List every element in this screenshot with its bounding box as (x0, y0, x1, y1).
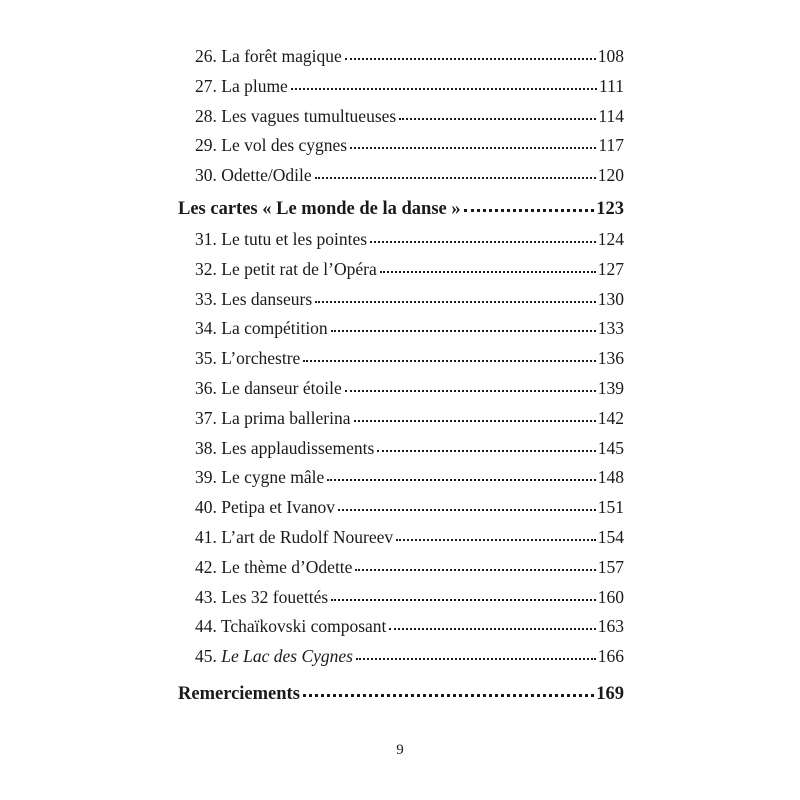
dot-leader (380, 269, 596, 273)
toc-section-page: 169 (596, 683, 624, 704)
dot-leader (354, 418, 596, 422)
toc-entry (178, 131, 624, 161)
dot-leader (291, 86, 597, 90)
toc-entry-label: 37. La prima ballerina (195, 407, 351, 428)
toc-entry-page: 130 (597, 288, 624, 309)
dot-leader (377, 448, 595, 452)
dot-leader (370, 239, 596, 243)
dot-leader (331, 597, 596, 601)
dot-leader (355, 567, 595, 571)
toc-entry-page: 142 (597, 407, 624, 428)
toc-entry-page: 145 (597, 437, 624, 458)
dot-leader (338, 507, 596, 511)
toc-entry-label: 43. Les 32 fouettés (195, 586, 329, 607)
dot-leader (303, 691, 594, 697)
toc-entry-page: 166 (597, 646, 624, 667)
toc-entry-number: 45. (195, 646, 217, 667)
toc-entry-label: 28. Les vagues tumultueuses (195, 105, 397, 126)
toc-entry-page: 120 (597, 165, 624, 186)
toc-entry-label: 26. La forêt magique (195, 46, 342, 66)
toc-entry-label: 44. Tchaïkovski composant (195, 616, 387, 637)
toc-entry (178, 344, 624, 374)
table-of-contents (178, 42, 624, 710)
toc-entry (178, 314, 624, 344)
toc-entry-page: 114 (598, 105, 624, 126)
toc-section-label: Les cartes « Le monde de la danse » (178, 198, 461, 219)
toc-entry-label: 27. La plume (195, 75, 288, 96)
toc-entry-label (195, 642, 353, 672)
page-number: 9 (396, 742, 404, 758)
toc-entry-italic-title: Le Lac des Cygnes (221, 646, 353, 667)
toc-section-heading (178, 193, 624, 225)
toc-entry-page: 124 (597, 228, 624, 249)
toc-entry (178, 493, 624, 523)
toc-entry (178, 642, 624, 672)
toc-entry (178, 523, 624, 553)
toc-section-page: 123 (596, 198, 624, 219)
dot-leader (303, 358, 595, 362)
toc-entry (178, 255, 624, 285)
dot-leader (356, 656, 596, 660)
dot-leader (315, 175, 596, 179)
toc-entry (178, 463, 624, 493)
toc-entry (178, 161, 624, 191)
toc-entry-page: 160 (597, 586, 624, 607)
toc-entry-label: 30. Odette/Odile (195, 165, 312, 186)
toc-entry-label: 34. La compétition (195, 318, 328, 339)
toc-entry-page: 154 (597, 526, 624, 547)
toc-entry-label: 36. Le danseur étoile (195, 377, 342, 398)
dot-leader (331, 328, 596, 332)
toc-entry (178, 72, 624, 102)
dot-leader (464, 206, 595, 212)
toc-entry-label: 38. Les applaudissements (195, 437, 375, 458)
toc-entry-label: 31. Le tutu et les pointes (195, 228, 368, 249)
toc-entry (178, 583, 624, 613)
toc-entry (178, 612, 624, 642)
toc-section-heading (178, 678, 624, 710)
toc-entry-page: 148 (597, 467, 624, 488)
toc-entry-label: 33. Les danseurs (195, 288, 313, 309)
toc-entry-label: 39. Le cygne mâle (195, 467, 325, 488)
dot-leader (345, 56, 596, 60)
toc-entry (178, 42, 624, 72)
dot-leader (396, 537, 596, 541)
toc-entry-page: 111 (599, 75, 624, 96)
toc-group-b (178, 225, 624, 672)
toc-entry-page: 117 (598, 135, 624, 156)
toc-entry (178, 553, 624, 583)
toc-entry-page: 157 (597, 556, 624, 577)
toc-entry-label: 32. Le petit rat de l’Opéra (195, 258, 377, 279)
toc-entry-page: 133 (597, 318, 624, 339)
dot-leader (315, 299, 596, 303)
dot-leader (327, 477, 595, 481)
toc-entry-page: 127 (597, 258, 624, 279)
toc-entry (178, 225, 624, 255)
dot-leader (389, 626, 595, 630)
toc-entry (178, 285, 624, 315)
toc-entry (178, 404, 624, 434)
toc-entry-page: 139 (597, 377, 624, 398)
toc-entry-page: 136 (597, 348, 624, 369)
toc-entry-label: 35. L’orchestre (195, 348, 301, 369)
toc-entry (178, 102, 624, 132)
toc-group-a (178, 42, 624, 191)
toc-entry-label: 42. Le thème d’Odette (195, 556, 353, 577)
toc-entry-page: 108 (597, 46, 624, 66)
toc-entry-label: 41. L’art de Rudolf Noureev (195, 526, 394, 547)
dot-leader (350, 145, 596, 149)
toc-entry-label: 29. Le vol des cygnes (195, 135, 348, 156)
toc-entry-page: 151 (597, 497, 624, 518)
dot-leader (345, 388, 596, 392)
toc-entry-page: 163 (597, 616, 624, 637)
toc-section-label: Remerciements (178, 683, 300, 704)
toc-entry (178, 374, 624, 404)
toc-entry-label: 40. Petipa et Ivanov (195, 497, 335, 518)
dot-leader (399, 116, 596, 120)
toc-entry (178, 434, 624, 464)
